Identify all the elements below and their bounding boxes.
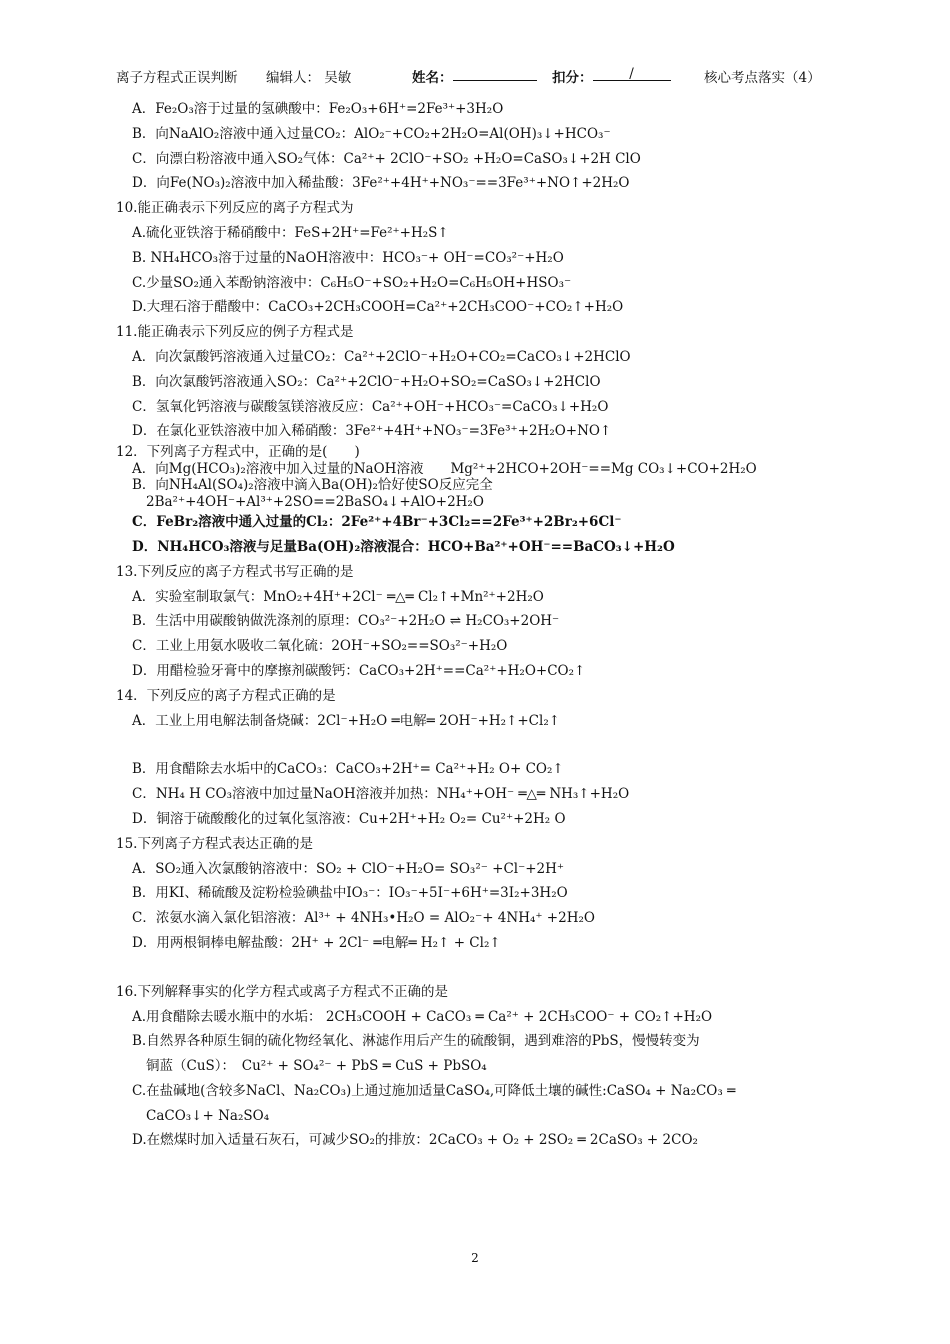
header-name-field (412, 66, 453, 86)
text-line: B.自然界各种原生铜的硫化物经氧化、淋滤作用后产生的硫酸铜，遇到难溶的PbS，慢慢转变为 (132, 1033, 700, 1050)
text-line: D．向Fe(NO₃)₂溶液中加入稀盐酸：3Fe²⁺+4H⁺+NO₃⁻==3Fe³⁺+NO↑+2H₂O (132, 175, 630, 192)
text-line: C．氢氧化钙溶液与碳酸氢镁溶液反应：Ca²⁺+OH⁻+HCO₃⁻=CaCO₃↓+H₂O (132, 398, 609, 415)
text-line: C．NH₄ H CO₃溶液中加过量NaOH溶液并加热：NH₄⁺+OH⁻ ═△═ NH₃↑+H₂O (132, 786, 630, 803)
text-line: D．用醋检验牙膏中的摩擦剂碳酸钙：CaCO₃+2H⁺==Ca²⁺+H₂O+CO₂↑ (132, 662, 586, 679)
text-line: D.在燃煤时加入适量石灰石，可减少SO₂的排放：2CaCO₃ + O₂ + 2SO₂ ═ 2CaSO₃ + 2CO₂ (132, 1132, 698, 1149)
text-line: D．铜溶于硫酸酸化的过氧化氢溶液：Cu+2H⁺+H₂ O₂= Cu²⁺+2H₂ O (132, 810, 566, 827)
question-stem: 16.下列解释事实的化学方程式或离子方程式不正确的是 (116, 983, 448, 1000)
text-line: C．向漂白粉溶液中通入SO₂气体：Ca²⁺+ 2ClO⁻+SO₂ +H₂O=CaSO₃↓+2H ClO (132, 150, 641, 167)
question-stem: 11.能正确表示下列反应的例子方程式是 (116, 324, 354, 341)
text-line: A．SO₂通入次氯酸钠溶液中：SO₂ + ClO⁻+H₂O= SO₃²⁻ +Cl⁻+2H⁺ (132, 860, 565, 877)
text-line: C．浓氨水滴入氯化铝溶液：Al³⁺ + 4NH₃•H₂O = AlO₂⁻+ 4NH₄⁺ +2H₂O (132, 910, 595, 927)
text-line: B．向次氯酸钙溶液通入SO₂：Ca²⁺+2ClO⁻+H₂O+SO₂=CaSO₃↓+2HClO (132, 373, 601, 390)
question-stem: 13.下列反应的离子方程式书写正确的是 (116, 563, 354, 580)
spacer (116, 956, 846, 980)
text-line: B．用食醋除去水垢中的CaCO₃：CaCO₃+2H⁺= Ca²⁺+H₂ O+ CO₂↑ (132, 761, 564, 778)
text-line: A．工业上用电解法制备烧碱：2Cl⁻+H₂O ═电解═ 2OH⁻+H₂↑+Cl₂↑ (132, 712, 561, 729)
header-score-field (552, 66, 634, 86)
score-blank (593, 66, 671, 81)
score-slash: / (629, 66, 634, 82)
text-line: C.在盐碱地(含较多NaCl、Na₂CO₃)上通过施加适量CaSO₄,可降低土壤的碱性:CaSO₄ + Na₂CO₃ ═ (132, 1082, 736, 1099)
spacer (116, 733, 846, 757)
page-number: 2 (471, 1251, 479, 1265)
text-line: D．用两根铜棒电解盐酸：2H⁺ + 2Cl⁻ ═电解═ H₂↑ + Cl₂↑ (132, 934, 501, 951)
question-stem: 12．下列离子方程式中，正确的是( ) (116, 444, 360, 461)
text-line: B．向NH₄Al(SO₄)₂溶液中滴入Ba(OH)₂恰好使SO反应完全 (132, 477, 493, 494)
text-line: 铜蓝（CuS）： Cu²⁺ + SO₄²⁻ + PbS ═ CuS + PbSO₄ (146, 1058, 487, 1075)
name-blank (453, 66, 537, 81)
text-line: 2Ba²⁺+4OH⁻+Al³⁺+2SO==2BaSO₄↓+AlO+2H₂O (146, 493, 484, 510)
text-line: A．向次氯酸钙溶液通入过量CO₂：Ca²⁺+2ClO⁻+H₂O+CO₂=CaCO₃↓+2HClO (132, 348, 631, 365)
header-editor: 编辑人： 吴敏 (266, 70, 352, 86)
text-line: B．用KI、稀硫酸及淀粉检验碘盐中IO₃⁻：IO₃⁻+5I⁻+6H⁺=3I₂+3H₂O (132, 885, 568, 902)
text-line: B．生活中用碳酸钠做洗涤剂的原理：CO₃²⁻+2H₂O ⇌ H₂CO₃+2OH⁻ (132, 613, 560, 630)
text-line: A．向Mg(HCO₃)₂溶液中加入过量的NaOH溶液 Mg²⁺+2HCO+2OH⁻==Mg CO₃↓+CO+2H₂O (132, 460, 757, 477)
header-title: 离子方程式正误判断 (116, 70, 238, 86)
text-line: A.硫化亚铁溶于稀硝酸中：FeS+2H⁺=Fe²⁺+H₂S↑ (132, 224, 449, 241)
question-stem: 10.能正确表示下列反应的离子方程式为 (116, 200, 354, 217)
page-header (116, 66, 836, 86)
text-line: B. NH₄HCO₃溶于过量的NaOH溶液中：HCO₃⁻+ OH⁻=CO₃²⁻+H₂O (132, 249, 564, 266)
text-line: D.大理石溶于醋酸中：CaCO₃+2CH₃COOH=Ca²⁺+2CH₃COO⁻+CO₂↑+H₂O (132, 299, 624, 316)
text-line: C.少量SO₂通入苯酚钠溶液中：C₆H₅O⁻+SO₂+H₂O=C₆H₅OH+HSO₃⁻ (132, 274, 572, 291)
text-line: C．FeBr₂溶液中通入过量的Cl₂：2Fe²⁺+4Br⁻+3Cl₂==2Fe³⁺+2Br₂+6Cl⁻ (132, 514, 622, 531)
text-line: A．Fe₂O₃溶于过量的氢碘酸中：Fe₂O₃+6H⁺=2Fe³⁺+3H₂O (132, 101, 504, 117)
text-line: A．实验室制取氯气：MnO₂+4H⁺+2Cl⁻ ═△═ Cl₂↑+Mn²⁺+2H₂O (132, 588, 544, 605)
text-line: C．工业上用氨水吸收二氧化硫：2OH⁻+SO₂==SO₃²⁻+H₂O (132, 638, 508, 655)
text-line: A.用食醋除去暖水瓶中的水垢： 2CH₃COOH + CaCO₃ ═ Ca²⁺ + 2CH₃COO⁻ + CO₂↑+H₂O (132, 1008, 713, 1025)
question-stem: 14．下列反应的离子方程式正确的是 (116, 687, 336, 704)
text-line: D．NH₄HCO₃溶液与足量Ba(OH)₂溶液混合：HCO+Ba²⁺+OH⁻==BaCO₃↓+H₂O (132, 538, 675, 555)
text-line: D．在氯化亚铁溶液中加入稀硝酸：3Fe²⁺+4H⁺+NO₃⁻=3Fe³⁺+2H₂O+NO↑ (132, 423, 612, 440)
name-label: 姓名： (412, 70, 453, 86)
header-core: 核心考点落实（4） (704, 70, 821, 86)
score-label: 扣分： (552, 70, 593, 86)
text-line: CaCO₃↓+ Na₂SO₄ (146, 1107, 270, 1124)
text-line: B．向NaAlO₂溶液中通入过量CO₂：AlO₂⁻+CO₂+2H₂O=Al(OH)₃↓+HCO₃⁻ (132, 125, 611, 142)
question-stem: 15.下列离子方程式表达正确的是 (116, 835, 313, 852)
question-content (116, 97, 846, 1153)
